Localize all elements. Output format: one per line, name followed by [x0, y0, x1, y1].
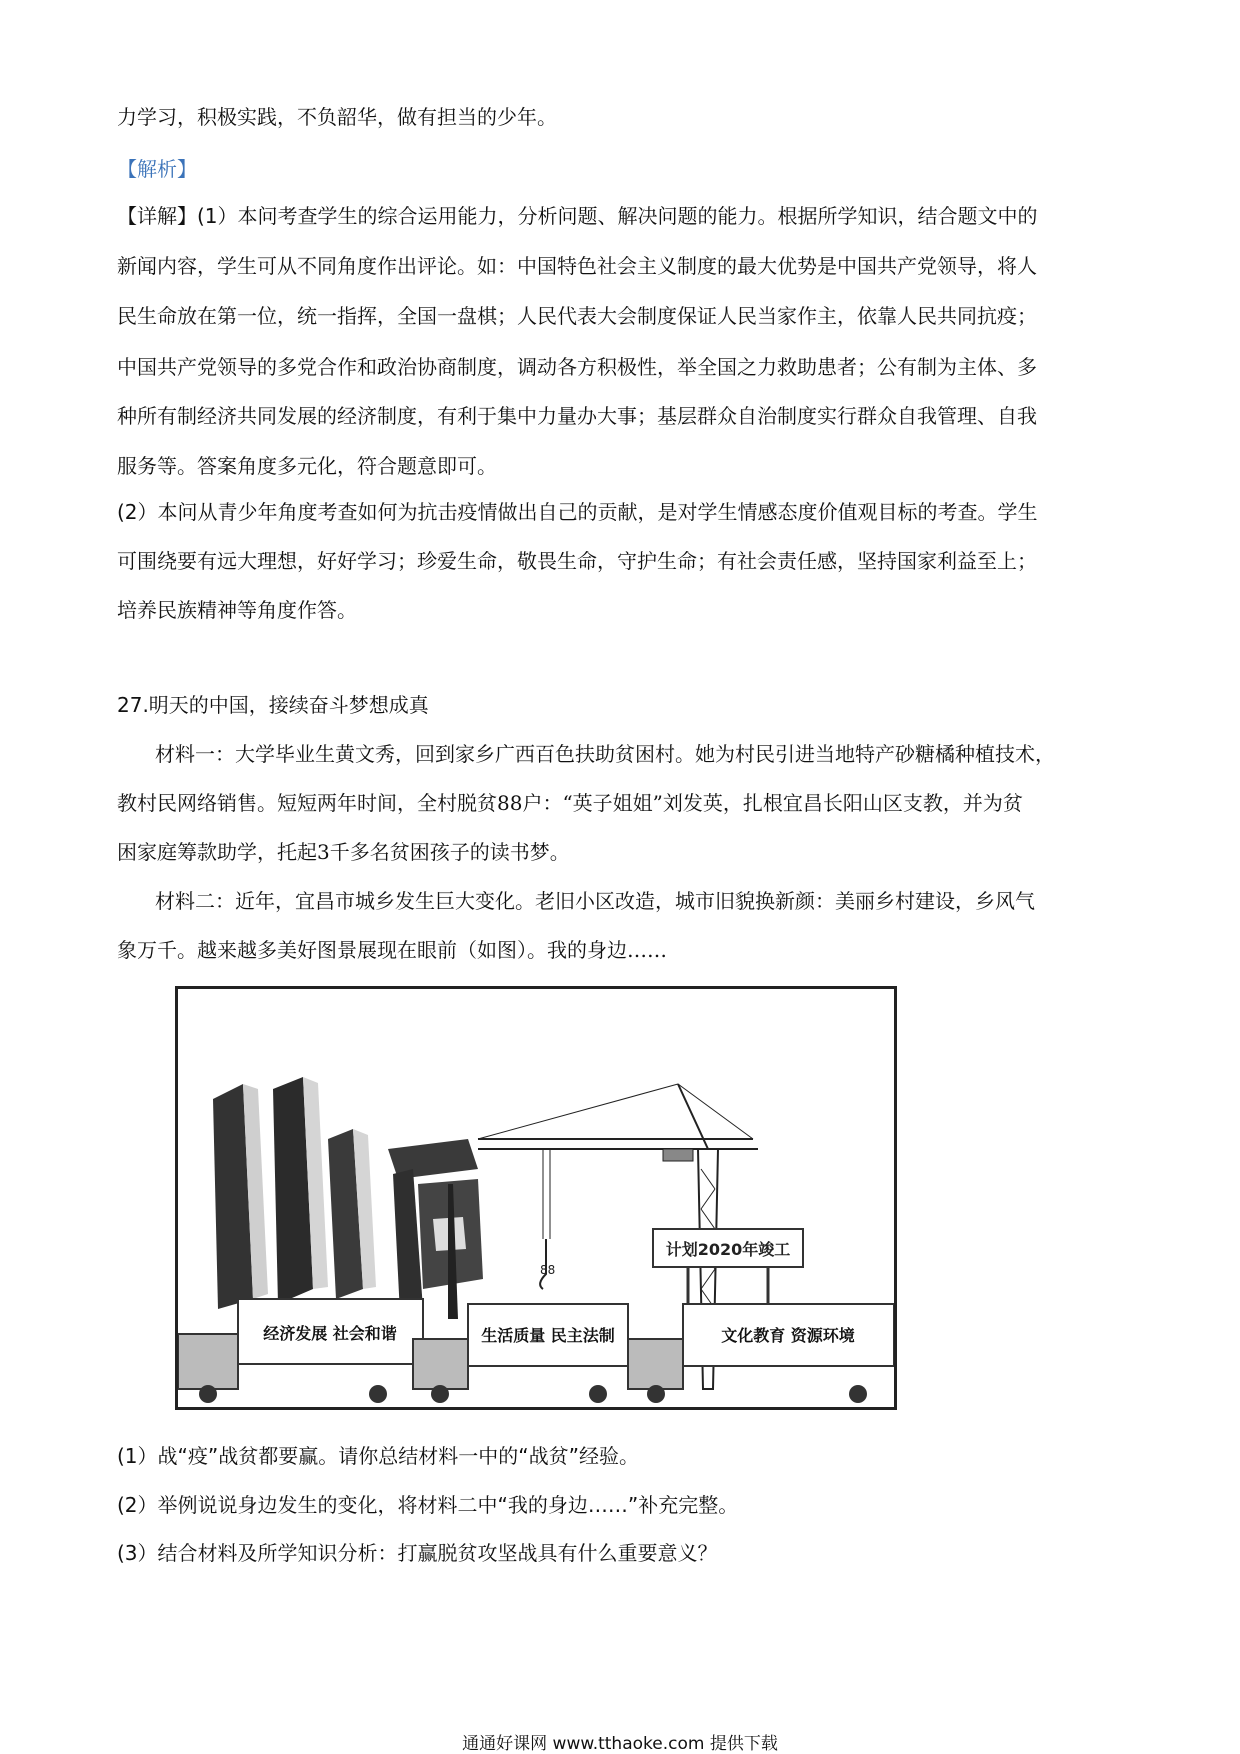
sub-question-2: (2）举例说说身边发生的变化，将材料二中“我的身边……”补充完整。: [117, 1493, 739, 1517]
material-1-line-1: 材料一：大学毕业生黄文秀，回到家乡广西百色扶助贫困村。她为村民引进当地特产砂糖橘种植技术，: [155, 742, 1055, 766]
sub-question-1: (1）战“疫”战贫都要赢。请你总结材料一中的“战贫”经验。: [117, 1444, 639, 1468]
completion-sign: [653, 1229, 803, 1309]
detail-line-5: 种所有制经济共同发展的经济制度，有利于集中力量办大事；基层群众自治制度实行群众自我管理、自我: [117, 404, 1037, 428]
sign-text: 计划2020年竣工: [665, 1240, 791, 1259]
big-char-1: 小: [188, 1029, 189, 1030]
truck-2: [413, 1304, 628, 1403]
truck-2-label: 生活质量 民主法制: [481, 1326, 615, 1345]
xiaokang-illustration: [175, 986, 897, 1410]
detail-line-6: 服务等。答案角度多元化，符合题意即可。: [117, 454, 497, 478]
detail-line-8: 可围绕要有远大理想，好好学习；珍爱生命，敬畏生命，守护生命；有社会责任感，坚持国家利益至上；: [117, 549, 1037, 573]
detail-line-3: 民生命放在第一位，统一指挥，全国一盘棋；人民代表大会制度保证人民当家作主，依靠人民共同抗疫；: [117, 304, 1037, 328]
big-characters: [188, 1027, 483, 1319]
truck-1: [178, 1299, 423, 1403]
analysis-heading: 【解析】: [117, 157, 197, 181]
big-char-2: 康: [198, 1029, 199, 1030]
sub-question-3: (3）结合材料及所学知识分析：打赢脱贫攻坚战具有什么重要意义？: [117, 1541, 718, 1565]
detail-line-7: (2）本问从青少年角度考查如何为抗击疫情做出自己的贡献，是对学生情感态度价值观目标的考查。学生: [117, 500, 1038, 524]
truck-1-label: 经济发展 社会和谐: [263, 1324, 397, 1343]
material-1-line-2: 教村民网络销售。短短两年时间，全村脱贫88户：“英子姐姐”刘发英，扎根宜昌长阳山区支教，并为贫: [117, 791, 1023, 815]
material-1-line-3: 困家庭筹款助学，托起3千多名贫困孩子的读书梦。: [117, 840, 570, 864]
answer-tail: 力学习，积极实践，不负韶华，做有担当的少年。: [117, 105, 557, 129]
footer-watermark: 通通好课网 www.tthaoke.com 提供下载: [462, 1734, 778, 1754]
detail-line-1: 【详解】(1）本问考查学生的综合运用能力，分析问题、解决问题的能力。根据所学知识，结合题文中的: [117, 204, 1038, 228]
material-2-line-1: 材料二：近年，宜昌市城乡发生巨大变化。老旧小区改造，城市旧貌换新颜：美丽乡村建设，乡风气: [155, 889, 1035, 913]
question-title: 27.明天的中国，接续奋斗梦想成真: [117, 693, 429, 717]
illustration-svg: [178, 989, 894, 1407]
detail-line-9: 培养民族精神等角度作答。: [117, 598, 357, 622]
detail-line-2: 新闻内容，学生可从不同角度作出评论。如：中国特色社会主义制度的最大优势是中国共产党领导，将人: [117, 254, 1037, 278]
hook-label: 88: [540, 1263, 556, 1277]
detail-line-4: 中国共产党领导的多党合作和政治协商制度，调动各方积极性，举全国之力救助患者；公有制为主体、多: [117, 355, 1037, 379]
material-2-line-2: 象万千。越来越多美好图景展现在眼前（如图）。我的身边……: [117, 938, 667, 962]
truck-3: [628, 1304, 894, 1403]
truck-3-label: 文化教育 资源环境: [721, 1326, 855, 1345]
